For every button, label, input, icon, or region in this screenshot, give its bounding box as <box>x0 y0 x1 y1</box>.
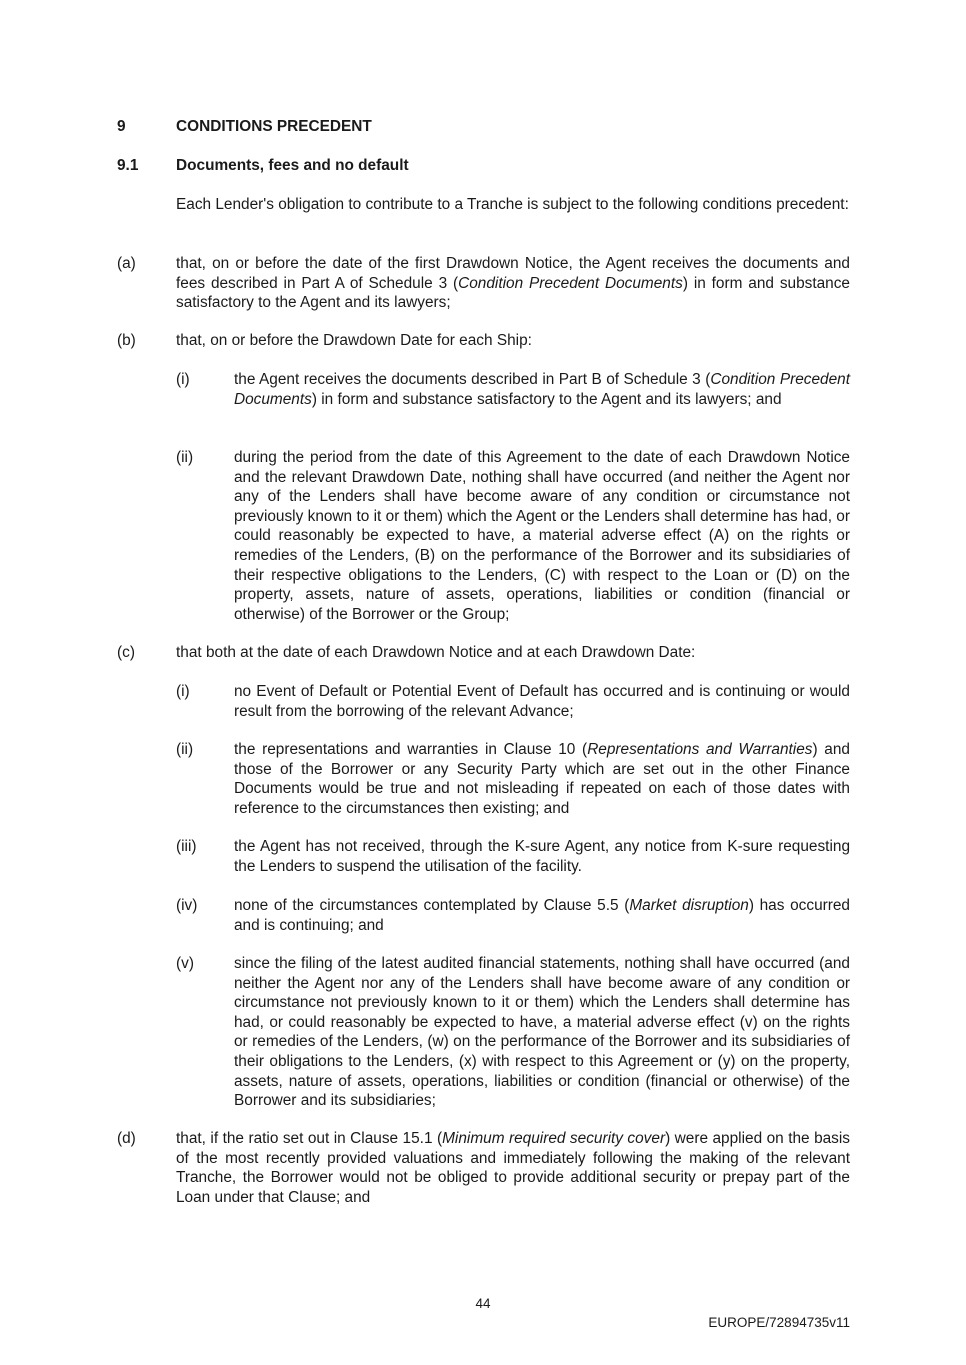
item-b-text: that, on or before the Drawdown Date for each Ship: <box>176 332 532 349</box>
item-b-ii-label: (ii) <box>176 449 194 466</box>
item-d-post: ) were applied on the basis of the most recently provided valuations and immediately following the making of the relevant Tranche, the Borrower would not be obliged to provide additional security or prepay part of the Loan under that Clause; and <box>176 1130 850 1206</box>
item-c-ii-label: (ii) <box>176 741 194 758</box>
item-c-label: (c) <box>117 644 135 661</box>
item-d-pre: that, if the ratio set out in Clause 15.1 ( <box>176 1130 443 1147</box>
item-a-label: (a) <box>117 255 136 272</box>
heading-number: 9 <box>117 118 126 135</box>
item-d-italic: Minimum required security cover <box>442 1130 666 1147</box>
item-a-post: ) in form and substance satisfactory to the Agent and its lawyers; <box>176 274 850 312</box>
item-a-italic: Condition Precedent Documents <box>458 274 683 292</box>
item-c-i-text: no Event of Default or Potential Event of Default has occurred and is continuing or would result from the borrowing of the relevant Advance; <box>234 683 850 720</box>
item-c-ii-pre: the representations and warranties in Clause 10 ( <box>234 741 588 758</box>
item-c-ii-post: ) and those of the Borrower or any Security Party which are set out in the other Finance Documents would be true and not misleading if repeated on each of those dates with reference to the circumstances then existing; and <box>234 741 850 817</box>
intro-paragraph: Each Lender's obligation to contribute to a Tranche is subject to the following conditions precedent: <box>176 196 849 213</box>
item-d-label: (d) <box>117 1130 136 1147</box>
item-c-iv-italic: Market disruption <box>629 897 749 914</box>
item-c-iv-text <box>234 896 850 935</box>
item-c-text: that both at the date of each Drawdown Notice and at each Drawdown Date: <box>176 644 696 661</box>
item-c-ii-text <box>234 740 850 818</box>
item-b-label: (b) <box>117 332 136 349</box>
item-c-v-label: (v) <box>176 955 194 972</box>
item-c-iii-label: (iii) <box>176 838 197 855</box>
item-c-iv-post: ) has occurred and is continuing; and <box>234 897 850 934</box>
document-reference: EUROPE/72894735v11 <box>708 1315 850 1330</box>
item-a-pre: that, on or before the date of the first Drawdown Notice, the Agent receives the documents and fees described in Part A of Schedule 3 ( <box>176 255 850 292</box>
section-title: Documents, fees and no default <box>176 157 409 174</box>
item-b-ii-text: during the period from the date of this Agreement to the date of each Drawdown Notice and the relevant Drawdown Date, nothing shall have occurred (and neither the Agent nor any of the Lenders shall have become aware of any condition or circumstance not previously known to it or them) which the Agent or the Lenders shall determine has had, or could reasonably be expected to have, a material adverse effect (A) on the rights or remedies of the Lenders, (B) on the performance of the Borrower and its subsidiaries of their respective obligations to the Lenders, (C) with respect to the Loan or (D) on the property, assets, nature of assets, operations, liabilities or condition (financial or otherwise) of the Borrower or the Group; <box>234 449 850 623</box>
item-c-v-text: since the filing of the latest audited financial statements, nothing shall have occurred (and neither the Agent nor any of the Lenders shall have become aware of any condition or circumstance not previously known to it or them) which the Lenders shall determine has had, or could reasonably be expected to have, a material adverse effect (v) on the rights or remedies of the Lenders, (w) on the performance of the Borrower and its subsidiaries of their obligations to the Lenders, (x) with respect to this Agreement or (y) on the property, assets, nature of assets, operations, liabilities or condition (financial or otherwise) of the Borrower and its subsidiaries; <box>234 955 850 1110</box>
item-b-i-text <box>234 370 850 409</box>
item-c-iv-label: (iv) <box>176 897 198 914</box>
item-a-text <box>176 254 850 313</box>
item-b-i-post: ) in form and substance satisfactory to the Agent and its lawyers; and <box>311 390 782 408</box>
item-c-ii-italic: Representations and Warranties <box>587 741 813 758</box>
item-d-text <box>176 1129 850 1207</box>
heading-title: CONDITIONS PRECEDENT <box>176 118 372 135</box>
item-c-iv-pre: none of the circumstances contemplated by Clause 5.5 ( <box>234 897 630 914</box>
item-c-i-label: (i) <box>176 683 190 700</box>
item-b-i-pre: the Agent receives the documents described in Part B of Schedule 3 ( <box>234 371 711 388</box>
section-number: 9.1 <box>117 157 139 174</box>
item-b-i-label: (i) <box>176 371 190 388</box>
page-number: 44 <box>475 1296 491 1311</box>
item-b-i-italic: Condition Precedent Documents <box>234 371 851 408</box>
item-c-iii-text: the Agent has not received, through the K-sure Agent, any notice from K-sure requesting the Lenders to suspend the utilisation of the facility. <box>234 838 850 875</box>
